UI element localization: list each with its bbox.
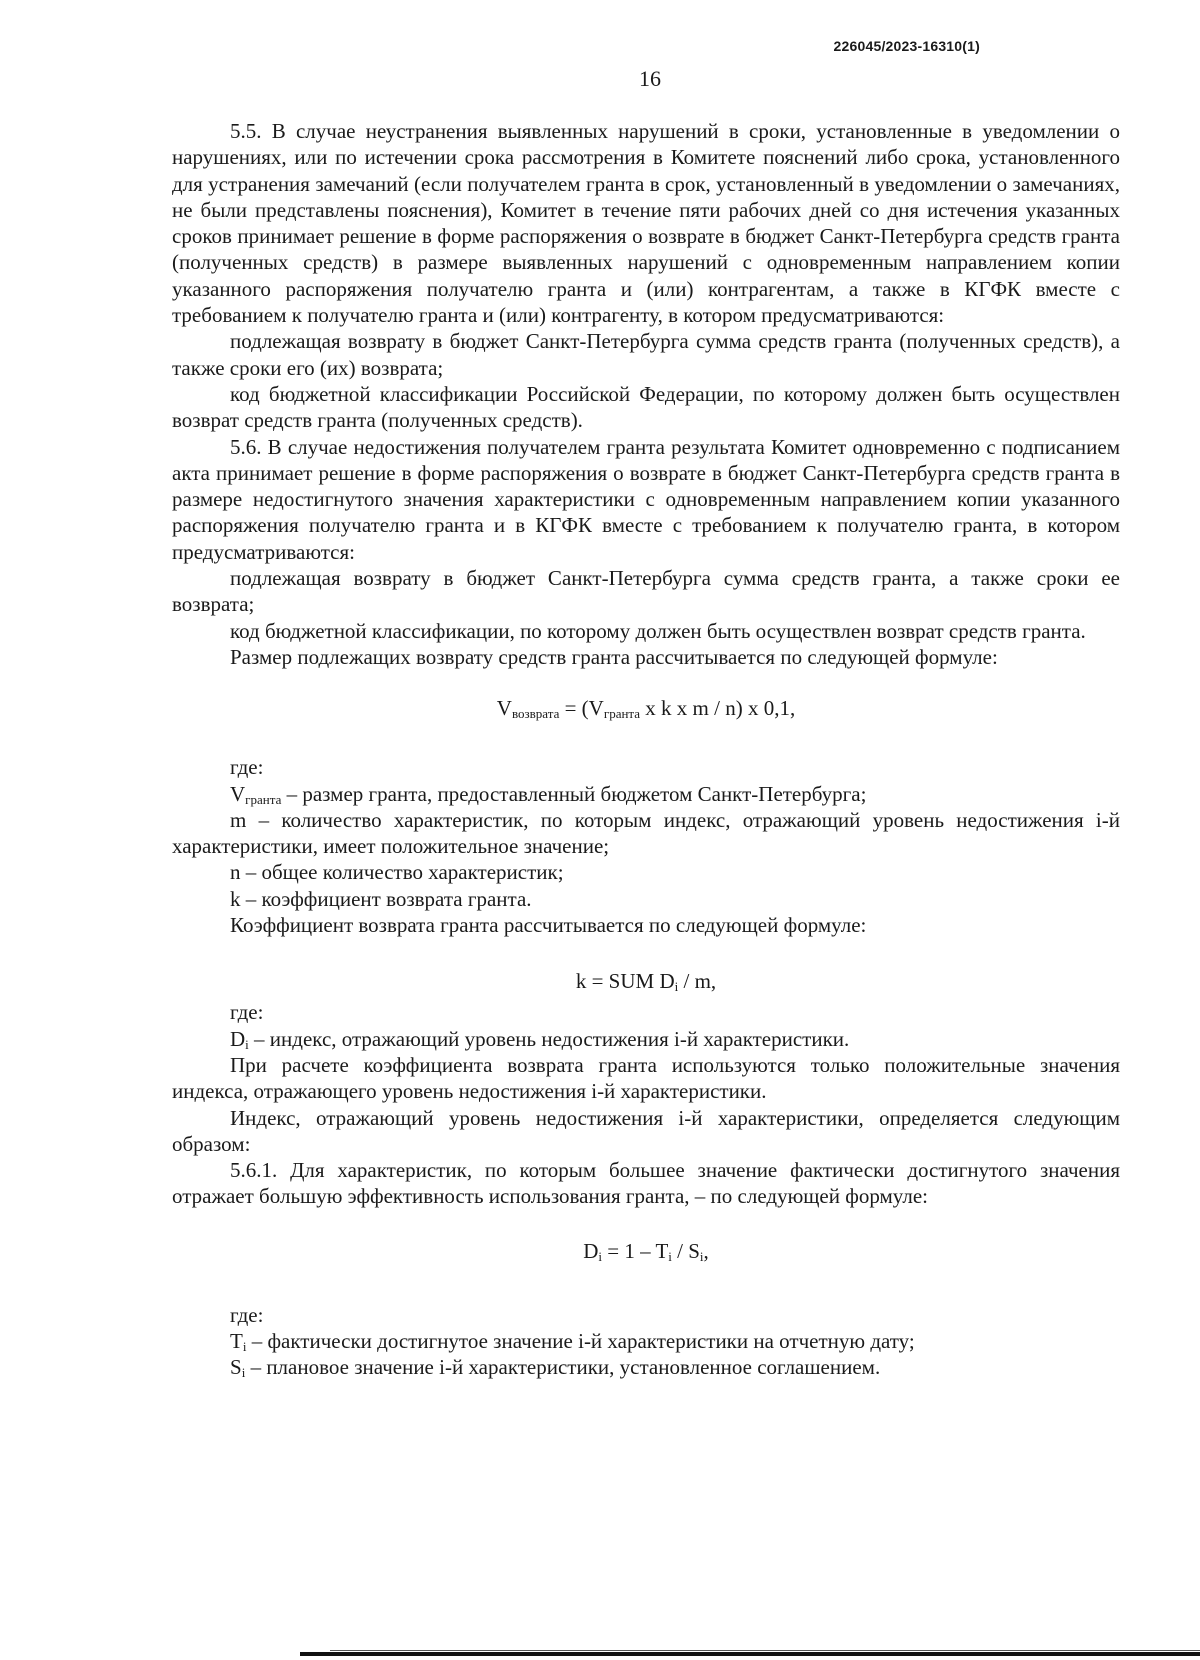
paragraph-5-6-1: 5.6.1. Для характеристик, по которым большее значение фактически достигнутого значения отражает большую эффективность использования гранта, – по следующей формуле:: [172, 1158, 1120, 1209]
paragraph-formula-intro: Размер подлежащих возврату средств гранта рассчитывается по следующей формуле:: [230, 644, 998, 669]
definition-d: $D_i$ – индекс, отражающий уровень недостижения i-й характеристики.: [230, 1026, 850, 1052]
scan-bottom-edge: [300, 1652, 1200, 1656]
formula-refund-volume: $V_{возврата} = (V_{гранта}$ x k x m / n) x 0,1,: [496, 696, 796, 722]
definition-v-grant: $V_{гранта}$ – размер гранта, предоставленный бюджетом Санкт-Петербурга;: [230, 781, 867, 807]
where-label-1: где:: [230, 755, 264, 780]
definition-m: m – количество характеристик, по которым индекс, отражающий уровень недостижения i-й характеристики, имеет положительное значение;: [172, 807, 1120, 859]
document-id: 226045/2023-16310(1): [833, 38, 980, 54]
paragraph-refund-amount: подлежащая возврату в бюджет Санкт-Петербурга сумма средств гранта (полученных средств), а также сроки его (их) возврата;: [172, 329, 1120, 380]
document-body: [172, 118, 1120, 1381]
definition-s: $S_i$ – плановое значение i-й характеристики, установленное соглашением.: [230, 1355, 881, 1381]
definition-t: $T_i$ – фактически достигнутое значение i-й характеристики на отчетную дату;: [230, 1328, 915, 1354]
paragraph-5-6: 5.6. В случае недостижения получателем гранта результата Комитет одновременно с подписанием акта принимает решение в форме распоряжения о возврате в бюджет Санкт-Петербурга средств гранта в размере недостигнутого значения характеристики с одновременным направлением копии указанного распоряжения получателю гранта и в КГФК вместе с требованием к получателю гранта, в котором предусматриваются:: [172, 434, 1120, 564]
paragraph-5-5: 5.5. В случае неустранения выявленных нарушений в сроки, установленные в уведомлении о нарушениях, или по истечении срока рассмотрения в Комитете пояснений либо срока, установленного для устранения замечаний (если получателем гранта в срок, установленный в уведомлении о замечаниях, не были представлены пояснения), Комитет в течение пяти рабочих дней со дня истечения указанных сроков принимает решение в форме распоряжения о возврате в бюджет Санкт-Петербурга средств гранта (полученных средств) в размере выявленных нарушений с одновременным направлением копии указанного распоряжения получателю гранта и (или) контрагентам, а также в КГФК вместе с требованием к получателю гранта и (или) контрагенту, в котором предусматриваются:: [172, 119, 1120, 328]
paragraph-budget-code-2: код бюджетной классификации, по которому должен быть осуществлен возврат средств гранта.: [230, 618, 1086, 643]
paragraph-index-definition: Индекс, отражающий уровень недостижения i-й характеристики, определяется следующим образом:: [172, 1105, 1120, 1156]
paragraph-coefficient-intro: Коэффициент возврата гранта рассчитывается по следующей формуле:: [230, 913, 867, 938]
paragraph-positive-values: При расчете коэффициента возврата гранта используются только положительные значения индекса, отражающего уровень недостижения i-й характеристики.: [172, 1052, 1120, 1104]
formula-index: $D_i = 1 - T_i / S_i$,: [583, 1238, 709, 1264]
definition-n: n – общее количество характеристик;: [230, 860, 564, 885]
where-label-3: где:: [230, 1302, 264, 1327]
paragraph-refund-amount-2: подлежащая возврату в бюджет Санкт-Петербурга сумма средств гранта, а также сроки ее возврата;: [172, 566, 1120, 617]
where-label-2: где:: [230, 1000, 264, 1025]
scan-edge-line: [330, 1650, 1200, 1651]
page-number: 16: [639, 66, 661, 91]
formula-coefficient: k = SUM $D_i$ / m,: [575, 969, 717, 995]
paragraph-budget-code: код бюджетной классификации Российской Федерации, по которому должен быть осуществлен возврат средств гранта (полученных средств).: [172, 381, 1120, 433]
definition-k: k – коэффициент возврата гранта.: [230, 886, 532, 911]
